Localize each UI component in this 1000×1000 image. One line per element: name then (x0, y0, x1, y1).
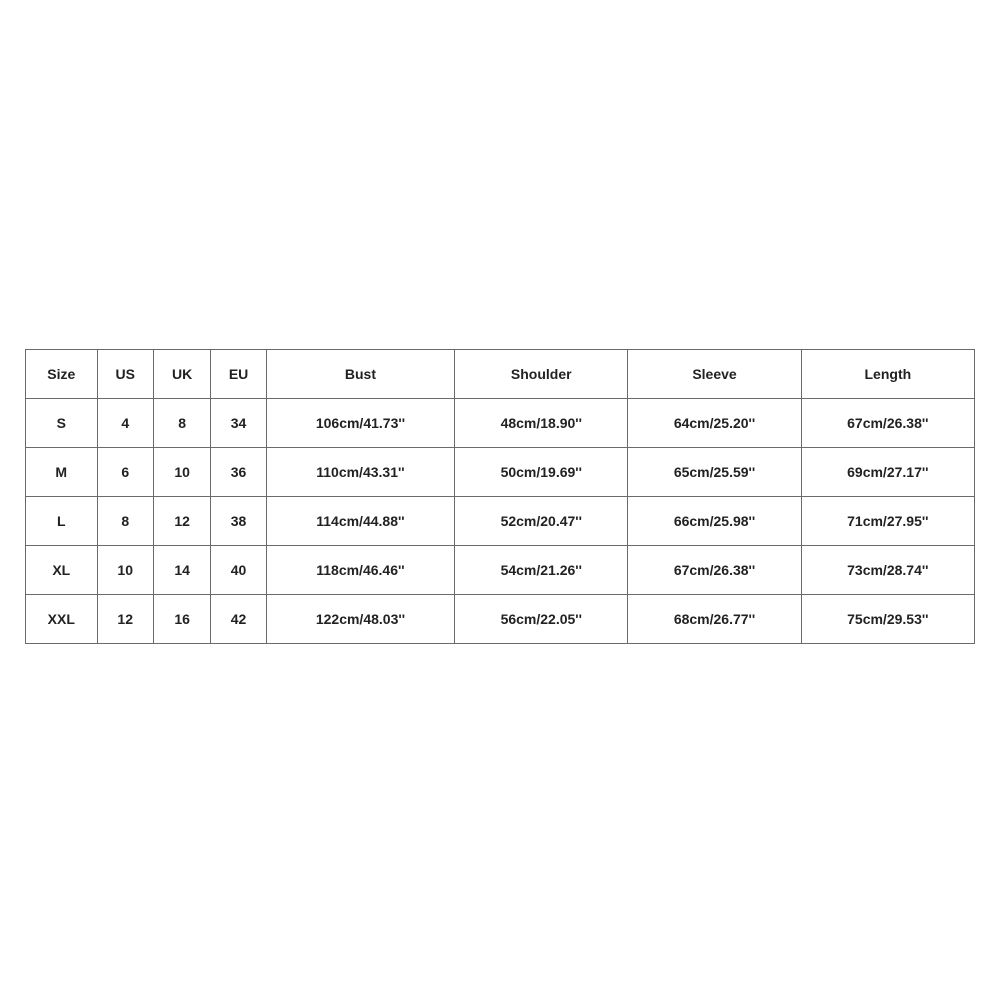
cell-bust: 106cm/41.73'' (266, 399, 454, 448)
header-cell-uk: UK (153, 350, 210, 399)
cell-eu: 40 (211, 546, 266, 595)
cell-size: S (26, 399, 98, 448)
table-row (26, 448, 975, 497)
cell-sleeve: 67cm/26.38'' (628, 546, 801, 595)
cell-length: 69cm/27.17'' (801, 448, 974, 497)
cell-shoulder: 48cm/18.90'' (455, 399, 628, 448)
table-row (26, 546, 975, 595)
header-cell-shoulder: Shoulder (455, 350, 628, 399)
cell-size: M (26, 448, 98, 497)
cell-length: 75cm/29.53'' (801, 595, 974, 644)
header-cell-length: Length (801, 350, 974, 399)
cell-us: 6 (97, 448, 153, 497)
cell-uk: 12 (153, 497, 210, 546)
table-row (26, 595, 975, 644)
cell-uk: 16 (153, 595, 210, 644)
cell-sleeve: 68cm/26.77'' (628, 595, 801, 644)
cell-us: 8 (97, 497, 153, 546)
cell-length: 67cm/26.38'' (801, 399, 974, 448)
cell-length: 71cm/27.95'' (801, 497, 974, 546)
size-chart-table (25, 349, 975, 644)
cell-shoulder: 54cm/21.26'' (455, 546, 628, 595)
cell-size: XL (26, 546, 98, 595)
cell-us: 10 (97, 546, 153, 595)
header-cell-bust: Bust (266, 350, 454, 399)
header-cell-size: Size (26, 350, 98, 399)
header-cell-eu: EU (211, 350, 266, 399)
cell-eu: 34 (211, 399, 266, 448)
cell-shoulder: 56cm/22.05'' (455, 595, 628, 644)
cell-shoulder: 50cm/19.69'' (455, 448, 628, 497)
cell-bust: 122cm/48.03'' (266, 595, 454, 644)
cell-sleeve: 65cm/25.59'' (628, 448, 801, 497)
cell-uk: 10 (153, 448, 210, 497)
cell-length: 73cm/28.74'' (801, 546, 974, 595)
cell-bust: 118cm/46.46'' (266, 546, 454, 595)
cell-bust: 110cm/43.31'' (266, 448, 454, 497)
cell-bust: 114cm/44.88'' (266, 497, 454, 546)
cell-eu: 38 (211, 497, 266, 546)
header-cell-sleeve: Sleeve (628, 350, 801, 399)
cell-eu: 42 (211, 595, 266, 644)
cell-us: 4 (97, 399, 153, 448)
cell-sleeve: 64cm/25.20'' (628, 399, 801, 448)
table-row (26, 399, 975, 448)
cell-uk: 8 (153, 399, 210, 448)
cell-sleeve: 66cm/25.98'' (628, 497, 801, 546)
header-row (26, 350, 975, 399)
cell-eu: 36 (211, 448, 266, 497)
cell-shoulder: 52cm/20.47'' (455, 497, 628, 546)
cell-us: 12 (97, 595, 153, 644)
cell-uk: 14 (153, 546, 210, 595)
table-row (26, 497, 975, 546)
cell-size: XXL (26, 595, 98, 644)
cell-size: L (26, 497, 98, 546)
header-cell-us: US (97, 350, 153, 399)
